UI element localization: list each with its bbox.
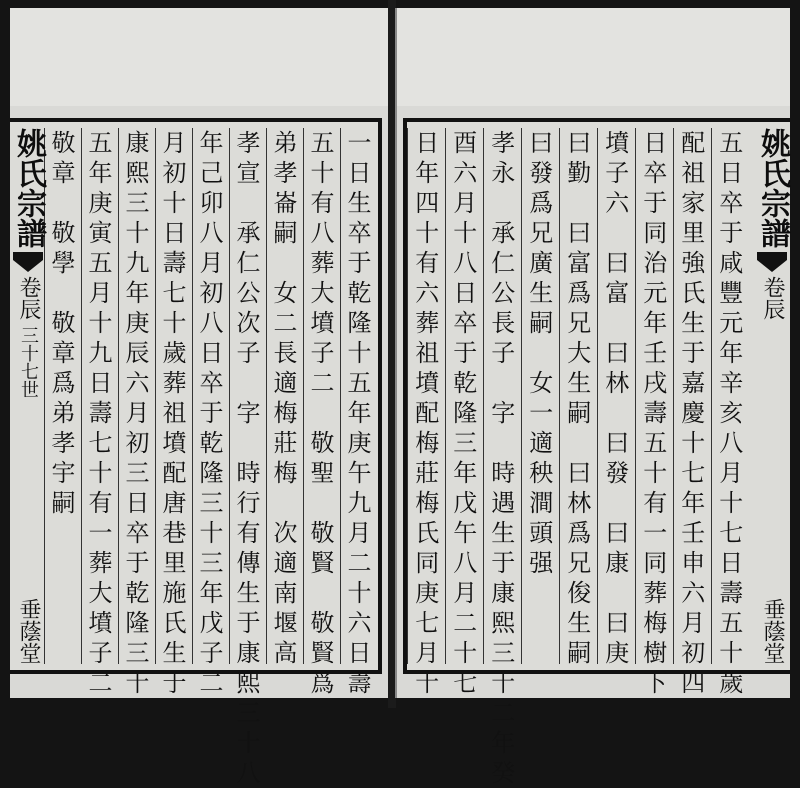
right-page-frame <box>403 118 790 787</box>
fish-tail-mark <box>757 252 787 272</box>
left-page-frame <box>10 118 382 787</box>
right-page-margin <box>397 8 790 106</box>
left_page-column: 弟 孝 崙 嗣 女 二 長 適 梅 莊 梅 次 適 南 堰 高 <box>266 128 304 664</box>
right-page <box>395 8 790 787</box>
right_page-column: 配 祖 家 里 強 氏 生 于 嘉 慶 十 七 年 壬 申 六 月 初 四 <box>673 128 713 664</box>
right-banner-juan: 卷辰 <box>760 276 785 320</box>
left-page-margin <box>10 8 390 106</box>
left-page <box>10 8 392 787</box>
right_page-column: 孝 永 承 仁 公 長 子 字 時 遇 生 于 康 熙 三 十 二 年 癸 <box>483 128 523 664</box>
right-banner <box>754 128 790 664</box>
left_page-column: 康 熙 三 十 九 年 庚 辰 六 月 初 三 日 卒 于 乾 隆 三 十 <box>118 128 156 664</box>
left-banner-hall: 垂蔭堂 <box>16 598 41 664</box>
right_page-column: 曰 勤 曰 富 爲 兄 大 生 嗣 曰 林 爲 兄 俊 生 嗣 <box>559 128 599 664</box>
left_page-column: 一 日 生 卒 于 乾 隆 十 五 年 庚 午 九 月 二 十 六 日 壽 <box>340 128 378 664</box>
right-banner-hall: 垂蔭堂 <box>760 598 785 664</box>
right_page-column: 酉 六 月 十 八 日 卒 于 乾 隆 三 年 戊 午 八 月 二 十 七 <box>445 128 485 664</box>
left_page-column: 孝 宣 承 仁 公 次 子 字 時 行 有 傳 生 于 康 熙 三 十 八 <box>229 128 267 664</box>
right_page-column: 墳 子 六 曰 富 曰 林 曰 發 曰 康 曰 庚 <box>597 128 637 664</box>
left_page-column: 五 十 有 八 葬 大 墳 子 二 敬 聖 敬 賢 敬 賢 爲 <box>303 128 341 664</box>
left-banner-generation: 三十七世 <box>18 326 39 398</box>
right_page-column: 曰 發 爲 兄 廣 生 嗣 女 一 適 秧 澗 頭 强 <box>521 128 561 664</box>
right-banner-title: 姚氏宗譜 <box>755 128 790 248</box>
left-banner-juan: 卷辰 <box>16 276 41 320</box>
right_page-column: 日 卒 于 同 治 元 年 壬 戌 壽 五 十 有 一 同 葬 梅 樹 下 <box>635 128 675 664</box>
left-banner-title: 姚氏宗譜 <box>11 128 46 248</box>
left_page-column: 五 年 庚 寅 五 月 十 九 日 壽 七 十 有 一 葬 大 墳 子 二 <box>81 128 119 664</box>
right_page-column: 日 年 四 十 有 六 葬 祖 墳 配 梅 莊 梅 氏 同 庚 七 月 十 <box>407 128 447 664</box>
fish-tail-mark <box>13 252 43 272</box>
left_page-column: 敬 章 敬 學 敬 章 爲 弟 孝 宇 嗣 <box>44 128 82 664</box>
left_page-column: 年 己 卯 八 月 初 八 日 卒 于 乾 隆 三 十 三 年 戊 子 二 <box>192 128 230 664</box>
left-banner <box>10 128 46 664</box>
left_page-column: 月 初 十 日 壽 七 十 歲 葬 祖 墳 配 唐 巷 里 施 氏 生 于 <box>155 128 193 664</box>
right_page-column: 五 日 卒 于 咸 豐 元 年 辛 亥 八 月 十 七 日 壽 五 十 歲 <box>711 128 751 664</box>
